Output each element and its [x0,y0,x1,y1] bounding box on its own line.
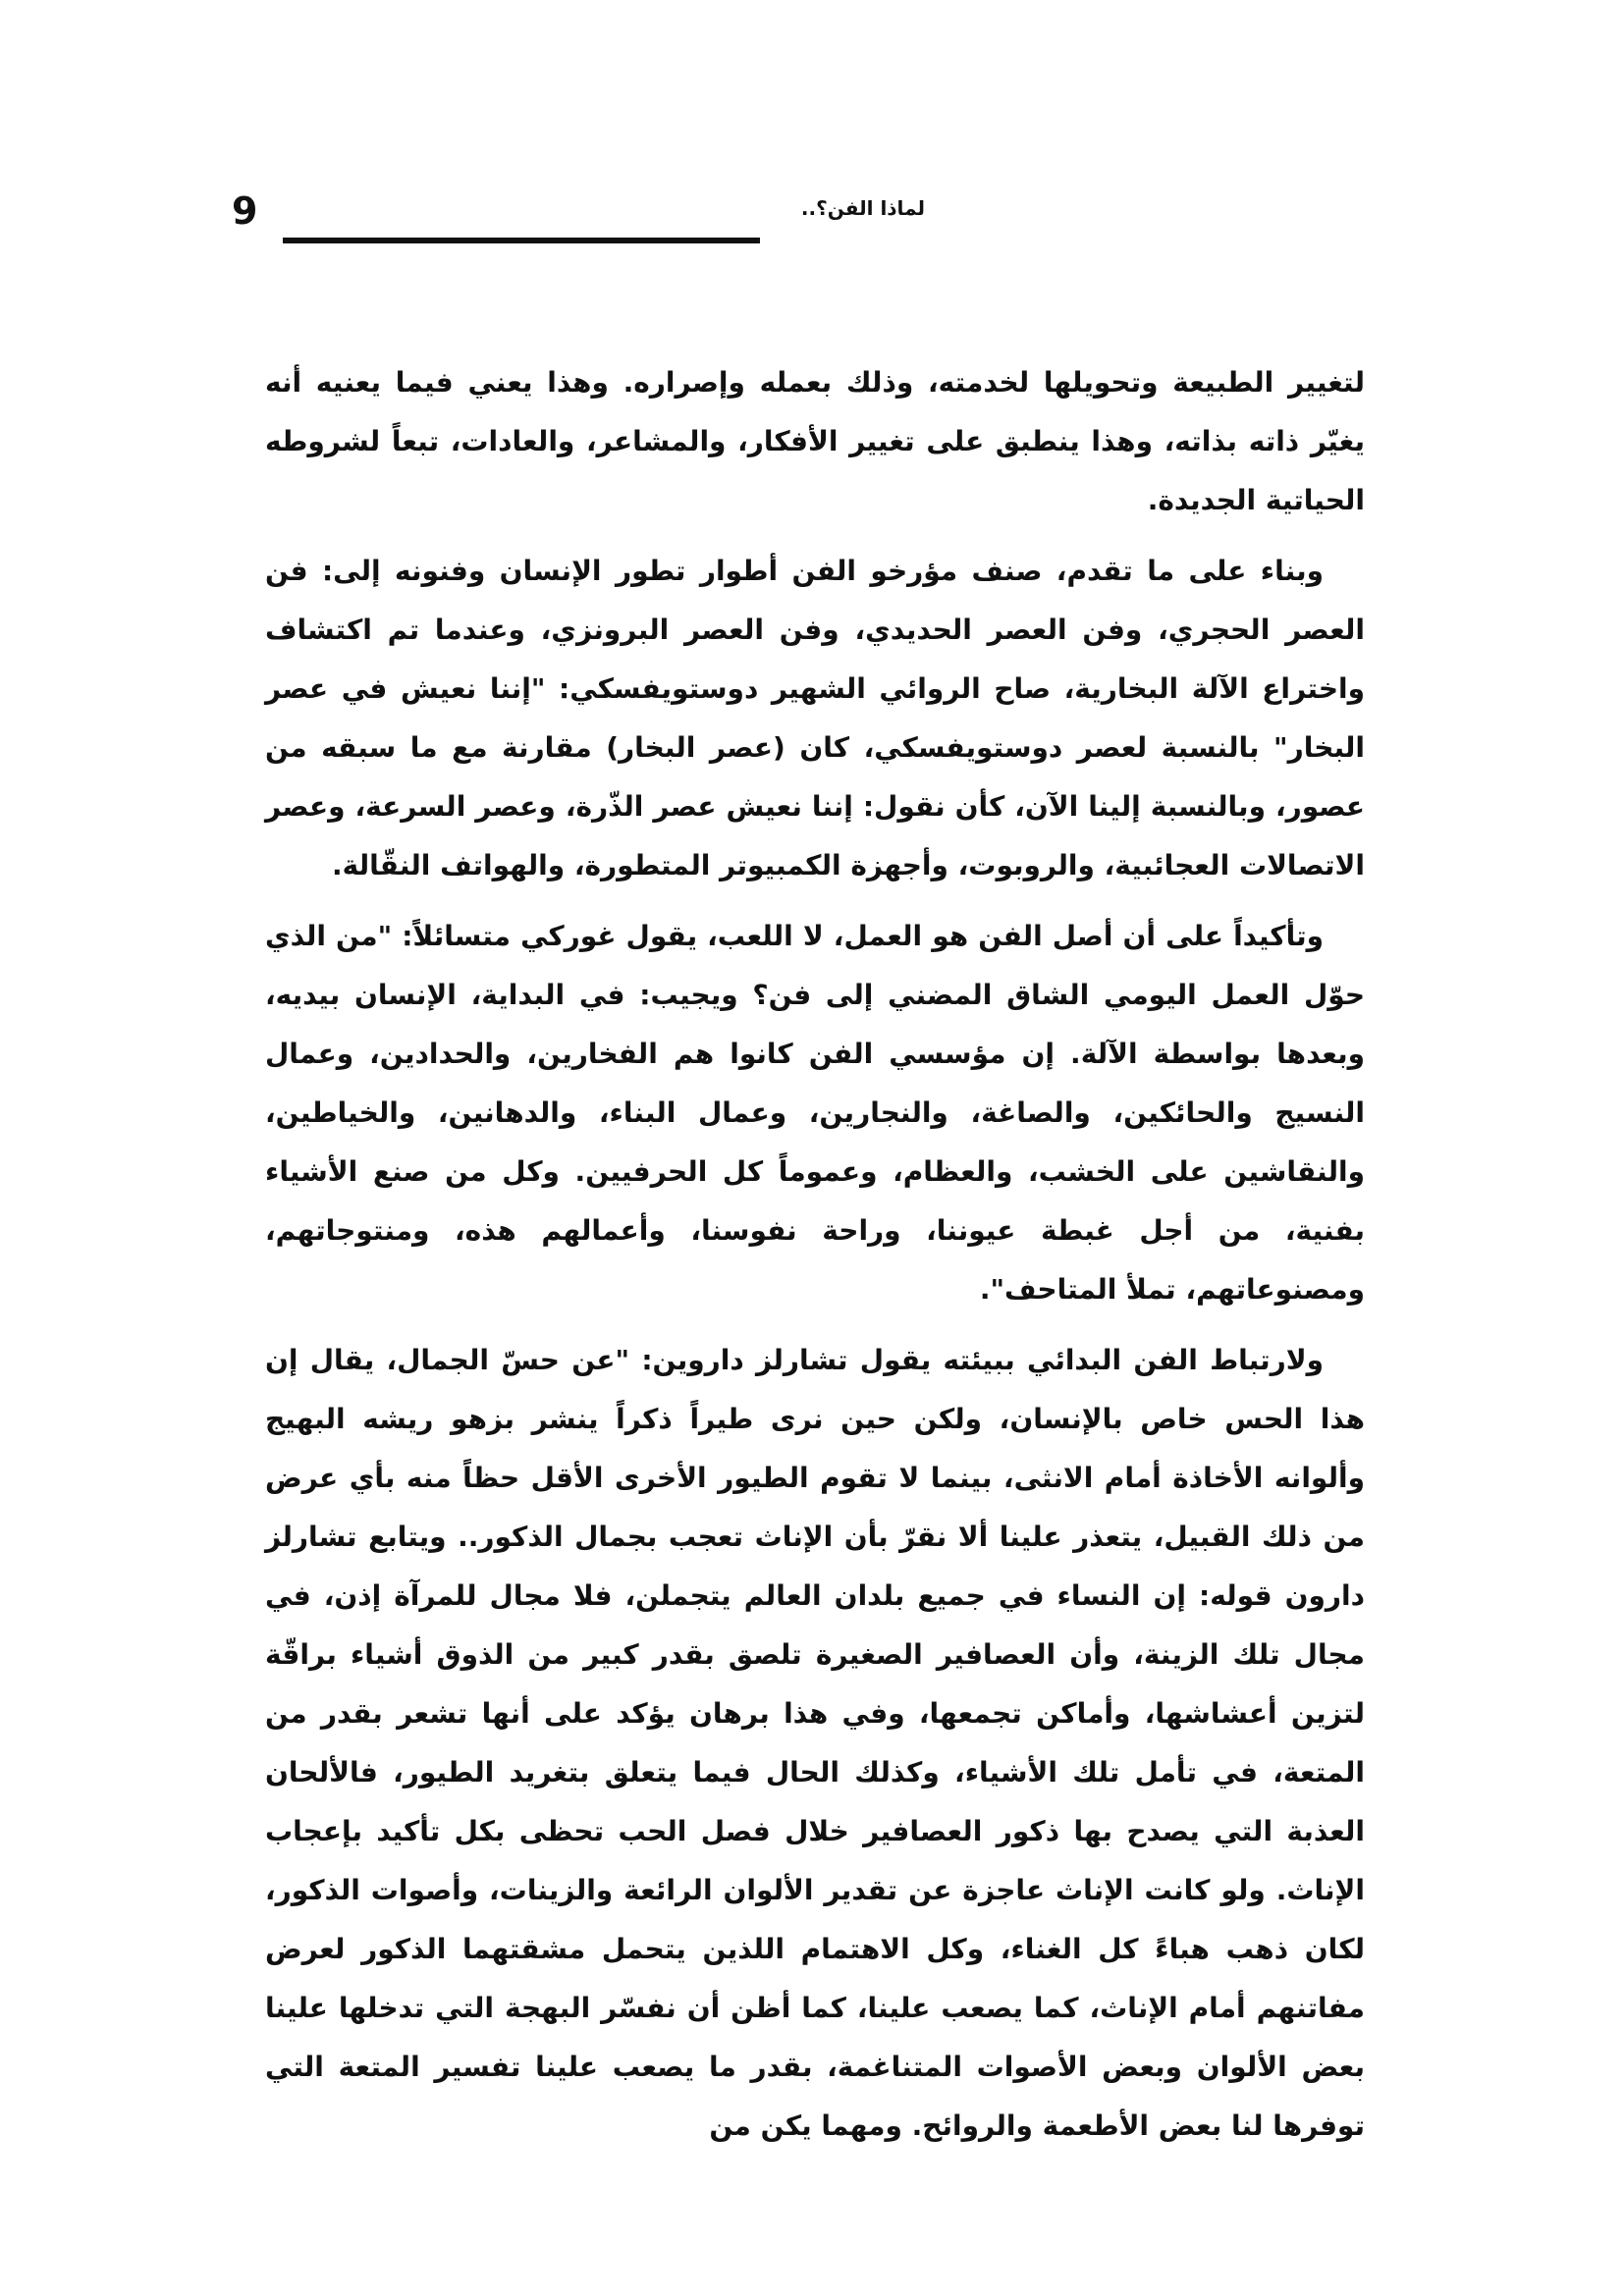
body-text [265,353,1365,2167]
paragraph-2: وبناء على ما تقدم، صنف مؤرخو الفن أطوار تطور الإنسان وفنونه إلى: فن العصر الحجري، وفن العصر الحديدي، وفن العصر البرونزي، وعندما تم اكتشاف واختراع الآلة البخارية، صاح الروائي الشهير دوستويفسكي: "إننا نعيش في عصر البخار" بالنسبة لعصر دوستويفسكي، كان (عصر البخار) مقارنة مع ما سبقه من عصور، وبالنسبة إلينا الآن، كأن نقول: إننا نعيش عصر الذّرة، وعصر السرعة، وعصر الاتصالات العجائبية، والروبوت، وأجهزة الكمبيوتر المتطورة، والهواتف النقّالة. [265,555,1365,881]
paragraph-1: لتغيير الطبيعة وتحويلها لخدمته، وذلك بعمله وإصراره. وهذا يعني فيما يعنيه أنه يغيّر ذاته بذاته، وهذا ينطبق على تغيير الأفكار، والمشاعر، والعادات، تبعاً لشروطه الحياتية الجديدة. [265,366,1365,516]
paragraph-3: وتأكيداً على أن أصل الفن هو العمل، لا اللعب، يقول غوركي متسائلاً: "من الذي حوّل العمل اليومي الشاق المضني إلى فن؟ ويجيب: في البداية، الإنسان بيديه، وبعدها بواسطة الآلة. إن مؤسسي الفن كانوا هم الفخارين، والحدادين، وعمال النسيج والحائكين، والصاغة، والنجارين، وعمال البناء، والدهانين، والخياطين، والنقاشين على الخشب، والعظام، وعموماً كل الحرفيين. وكل من صنع الأشياء بفنية، من أجل غبطة عيوننا، وراحة نفوسنا، وأعمالهم هذه، ومنتوجاتهم، ومصنوعاتهم، تملأ المتاحف". [265,920,1365,1306]
paragraph-4: ولارتباط الفن البدائي ببيئته يقول تشارلز داروين: "عن حسّ الجمال، يقال إن هذا الحس خاص بالإنسان، ولكن حين نرى طيراً ذكراً ينشر بزهو ريشه البهيج وألوانه الأخاذة أمام الانثى، بينما لا تقوم الطيور الأخرى الأقل حظاً منه بأي عرض من ذلك القبيل، يتعذر علينا ألا نقرّ بأن الإناث تعجب بجمال الذكور.. ويتابع تشارلز دارون قوله: إن النساء في جميع بلدان العالم يتجملن، فلا مجال للمرآة إذن، في مجال تلك الزينة، وأن العصافير الصغيرة تلصق بقدر كبير من الذوق أشياء براقّة لتزين أعشاشها، وأماكن تجمعها، وفي هذا برهان يؤكد على أنها تشعر بقدر من المتعة، في تأمل تلك الأشياء، وكذلك الحال فيما يتعلق بتغريد الطيور، فالألحان العذبة التي يصدح بها ذكور العصافير خلال فصل الحب تحظى بكل تأكيد بإعجاب الإناث. ولو كانت الإناث عاجزة عن تقدير الألوان الرائعة والزينات، وأصوات الذكور، لكان ذهب هباءً كل الغناء، وكل الاهتمام اللذين يتحمل مشقتهما الذكور لعرض مفاتنهم أمام الإناث، كما يصعب علينا، كما أظن أن نفسّر البهجة التي تدخلها علينا بعض الألوان وبعض الأصوات المتناغمة، بقدر ما يصعب علينا تفسير المتعة التي توفرها لنا بعض الأطعمة والروائح. ومهما يكن من [265,1344,1365,2142]
page-header [224,183,1412,253]
page-number: 9 [232,189,258,233]
header-rule [283,238,760,243]
running-title: لماذا الفن؟.. [800,196,925,220]
